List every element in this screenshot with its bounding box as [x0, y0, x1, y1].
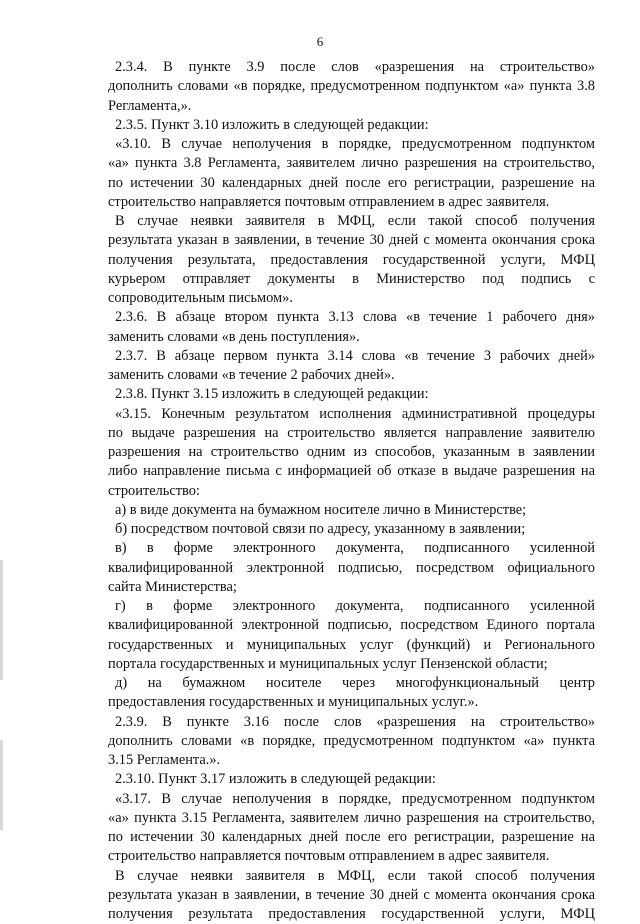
text-line: получения результата предоставления государственной услуги, МФЦ — [108, 906, 595, 922]
text-line: «3.17. В случае неполучения в порядке, предусмотренном подпунктом — [115, 790, 595, 807]
text-line: 2.3.5. Пункт 3.10 изложить в следующей редакции: — [115, 116, 429, 133]
text-line: по истечении 30 календарных дней после его регистрации, разрешение на — [108, 174, 595, 191]
text-line: 2.3.7. В абзаце первом пункта 3.14 слова «в течение 3 рабочих дней» — [115, 347, 595, 364]
scan-edge-mark — [0, 560, 3, 680]
text-line: 3.15 Регламента.». — [108, 752, 221, 768]
text-line: сопроводительным письмом». — [108, 290, 293, 306]
text-line: строительство: — [108, 482, 200, 499]
text-line: квалифицированной электронной подписью, посредством Единого портала — [108, 617, 595, 634]
text-line: 2.3.10. Пункт 3.17 изложить в следующей редакции: — [115, 771, 436, 788]
text-line: Регламента,». — [108, 97, 192, 114]
text-line: либо направление письма с информацией об отказе в выдаче разрешения на — [108, 463, 595, 480]
text-line: портала государственных и муниципальных услуг Пензенской области; — [108, 655, 548, 672]
text-line: а) в виде документа на бумажном носителе лично в Министерстве; — [115, 501, 527, 518]
text-line: по истечении 30 календарных дней после его регистрации, разрешение на — [108, 829, 595, 845]
text-line: квалифицированной электронной подписью, посредством официального — [108, 559, 595, 576]
text-line: заменить словами «в течение 2 рабочих дней». — [108, 367, 395, 383]
text-line: «3.15. Конечным результатом исполнения административной процедуры — [115, 405, 595, 422]
text-line: «а» пункта 3.15 Регламента, заявителем лично разрешения на строительство, — [108, 809, 595, 826]
scan-edge-mark — [0, 740, 3, 830]
text-line: б) посредством почтовой связи по адресу, указанному в заявлении; — [115, 521, 526, 537]
text-line: в) в форме электронного документа, подписанного усиленной — [115, 540, 595, 557]
text-line: 2.3.9. В пункте 3.16 после слов «разрешения на строительство» — [115, 713, 595, 730]
document-body — [108, 58, 595, 924]
text-line: строительство направляется почтовым отправлением в адрес заявителя. — [108, 848, 550, 865]
text-line: г) в форме электронного документа, подписанного усиленной — [115, 598, 595, 614]
text-line: дополнить словами «в порядке, предусмотренном подпунктом «а» пункта — [108, 732, 595, 749]
text-line: строительство направляется почтовым отправлением в адрес заявителя. — [108, 193, 550, 210]
text-line: по выдаче разрешения на строительство является направление заявителю — [108, 424, 595, 441]
text-line: 2.3.4. В пункте 3.9 после слов «разрешения на строительство» — [115, 59, 595, 75]
text-line: курьером отправляет документы в Министерство под подпись с — [108, 270, 595, 287]
text-line: д) на бумажном носителе через многофункциональный центр — [115, 675, 595, 691]
text-line: предоставления государственных и муниципальных услуг.». — [108, 694, 479, 711]
text-line: заменить словами «в день поступления». — [108, 328, 360, 345]
text-line: сайта Министерства; — [108, 578, 237, 595]
text-line: В случае неявки заявителя в МФЦ, если такой способ получения — [115, 213, 595, 229]
text-line: государственных и муниципальных услуг (функций) и Регионального — [108, 636, 595, 653]
text-line: 2.3.6. В абзаце втором пункта 3.13 слова «в течение 1 рабочего дня» — [115, 309, 595, 326]
text-line: дополнить словами «в порядке, предусмотренном подпунктом «а» пункта 3.8 — [108, 78, 595, 95]
text-line: получения результата, предоставления государственной услуги, МФЦ — [108, 251, 595, 268]
text-line: разрешения на строительство одним из способов, указанным в заявлении — [108, 444, 595, 460]
text-line: 2.3.8. Пункт 3.15 изложить в следующей редакции: — [115, 386, 429, 403]
text-line: результата указан в заявлении, в течение 30 дней с момента окончания срока — [108, 232, 595, 249]
page-number: 6 — [316, 34, 324, 49]
text-line: результата указан в заявлении, в течение 30 дней с момента окончания срока — [108, 886, 595, 903]
text-line: В случае неявки заявителя в МФЦ, если такой способ получения — [115, 867, 595, 884]
text-line: «а» пункта 3.8 Регламента, заявителем лично разрешения на строительство, — [108, 155, 595, 172]
text-line: «3.10. В случае неполучения в порядке, предусмотренном подпунктом — [115, 136, 595, 152]
